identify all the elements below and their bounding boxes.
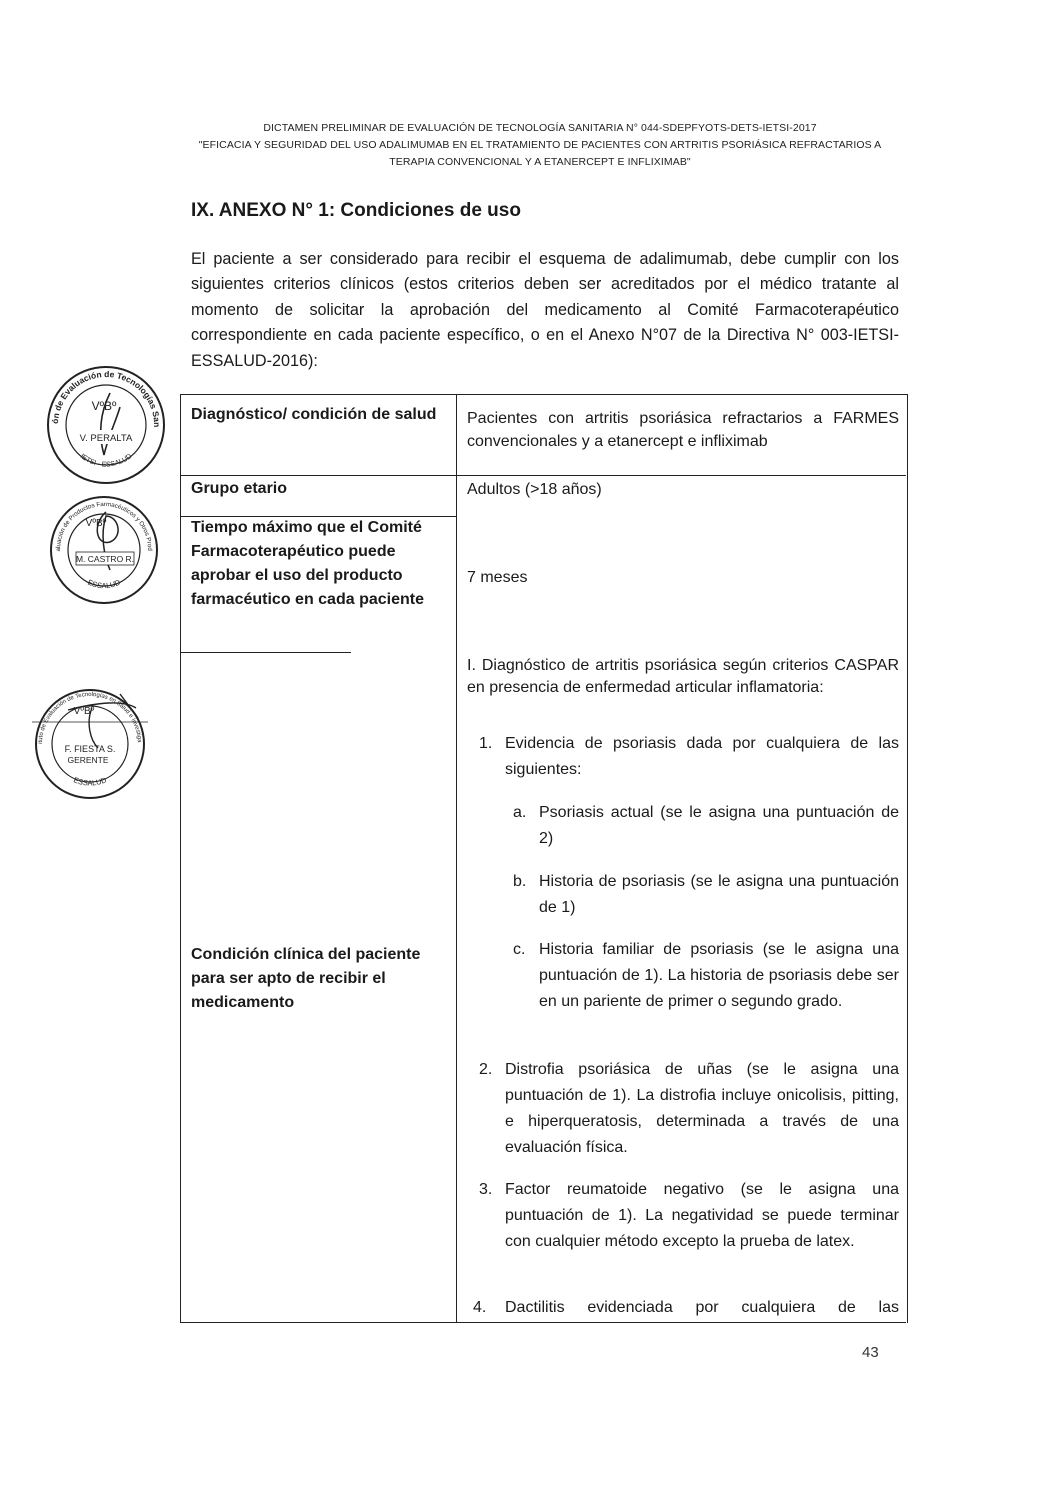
row-condicion-clinica-intro: I. Diagnóstico de artritis psoriásica según criterios CASPAR en presencia de enfermedad articular inflamatoria:	[467, 657, 899, 696]
header-line-3: TERAPIA CONVENCIONAL Y A ETANERCEPT E INFLIXIMAB"	[389, 156, 691, 168]
criterion-subitem-c	[513, 937, 899, 1015]
stamp-3-mark: VºBº	[73, 706, 95, 717]
criterion-item-3-text: Factor reumatoide negativo (se le asigna una puntuación de 1). La negatividad se puede terminar con cualquier método excepto la prueba de latex.	[505, 1181, 899, 1250]
row-grupo-etario-label: Grupo etario	[191, 480, 288, 497]
criterion-item-2-number: 2.	[479, 1061, 493, 1078]
conditions-table	[180, 394, 908, 1323]
page-number: 43	[862, 1344, 879, 1361]
criterion-item-4	[473, 1295, 899, 1321]
stamp-1-name: V. PERALTA	[79, 433, 133, 444]
row-diagnostico-label: Diagnóstico/ condición de salud	[191, 406, 437, 423]
stamp-3-bottom-text: ESSALUD	[72, 775, 108, 788]
row-condicion-clinica-label: Condición clínica del paciente para ser apto de recibir el medicamento	[191, 946, 421, 1011]
row-divider-1	[181, 475, 906, 476]
criterion-item-4-text: Dactilitis evidenciada por cualquiera de las	[505, 1299, 899, 1316]
stamp-2-top-text: aluación de Productos Farmacéuticos y Otros Prod	[54, 500, 154, 552]
criterion-subitem-c-letter: c.	[513, 941, 526, 958]
row-divider-3	[181, 652, 351, 653]
stamp-1-top-text: ón de Evaluación de Tecnologías San	[49, 368, 163, 428]
criterion-item-3-number: 3.	[479, 1181, 493, 1198]
criterion-item-2-text: Distrofia psoriásica de uñas (se le asigna una puntuación de 1). La distrofia incluye onicolisis, pitting, e hiperqueratosis, determinada a través de una evaluación física.	[505, 1061, 899, 1156]
header-line-1: DICTAMEN PRELIMINAR DE EVALUACIÓN DE TECNOLOGÍA SANITARIA N° 044-SDEPFYOTS-DETS-IETSI-2017	[263, 122, 817, 134]
stamp-2-name: M. CASTRO R.	[75, 554, 135, 564]
section-title: IX. ANEXO N° 1: Condiciones de uso	[191, 200, 521, 221]
stamp-1-bottom-text: IETSI - ESSALUD	[78, 452, 134, 469]
stamp-3-role: GERENTE	[67, 755, 109, 765]
stamp-3-top-text: ituto de Evaluación de Tecnologías en Salud e Investiga	[37, 691, 143, 744]
criterion-item-1	[479, 731, 899, 783]
intro-paragraph: El paciente a ser considerado para recibir el esquema de adalimumab, debe cumplir con los siguientes criterios clínicos (estos criterios deben ser acreditados por el médico tratante al momento de solicitar la aprobación del medicamento al Comité Farmacoterapéutico correspondiente en cada paciente específico, o en el Anexo N°07 de la Directiva N° 003-IETSI-ESSALUD-2016):	[191, 250, 899, 370]
criterion-subitem-a	[513, 800, 899, 852]
criterion-subitem-a-text: Psoriasis actual (se le asigna una puntuación de 2)	[539, 804, 899, 847]
stamp-1-mark: VºBº	[91, 399, 117, 413]
stamp-peralta	[44, 363, 168, 492]
criterion-subitem-b-text: Historia de psoriasis (se le asigna una puntuación de 1)	[539, 873, 899, 916]
document-header	[180, 120, 900, 171]
header-line-2: "EFICACIA Y SEGURIDAD DEL USO ADALIMUMAB EN EL TRATAMIENTO DE PACIENTES CON ARTRITIS PSORIÁSICA REFRACTARIOS A	[198, 139, 882, 151]
stamp-fiesta	[28, 682, 152, 811]
stamp-3-name: F. FIESTA S.	[64, 744, 116, 754]
criterion-item-4-number: 4.	[473, 1299, 487, 1316]
stamp-castro	[48, 494, 160, 611]
criterion-item-2	[479, 1057, 899, 1161]
criterion-subitem-a-letter: a.	[513, 804, 527, 821]
row-diagnostico-value: Pacientes con artritis psoriásica refractarios a FARMES convencionales y a etanercept e infliximab	[467, 410, 899, 450]
criterion-subitem-b	[513, 869, 899, 921]
row-tiempo-maximo-label: Tiempo máximo que el Comité Farmacoterapéutico puede aprobar el uso del producto farmacéutico en cada paciente	[191, 519, 424, 608]
stamp-2-mark: VºBº	[85, 518, 107, 529]
criterion-item-3	[479, 1177, 899, 1255]
criterion-subitem-c-text: Historia familiar de psoriasis (se le asigna una puntuación de 1). La historia de psoriasis debe ser en un pariente de primer o segundo grado.	[539, 941, 899, 1010]
row-grupo-etario-value: Adultos (>18 años)	[467, 481, 602, 498]
criterion-item-1-number: 1.	[479, 735, 493, 752]
row-tiempo-maximo-value: 7 meses	[467, 569, 528, 586]
stamp-2-bottom-text: ESSALUD	[86, 577, 122, 591]
criterion-subitem-b-letter: b.	[513, 873, 527, 890]
criterion-item-1-text: Evidencia de psoriasis dada por cualquiera de las siguientes:	[505, 735, 899, 778]
